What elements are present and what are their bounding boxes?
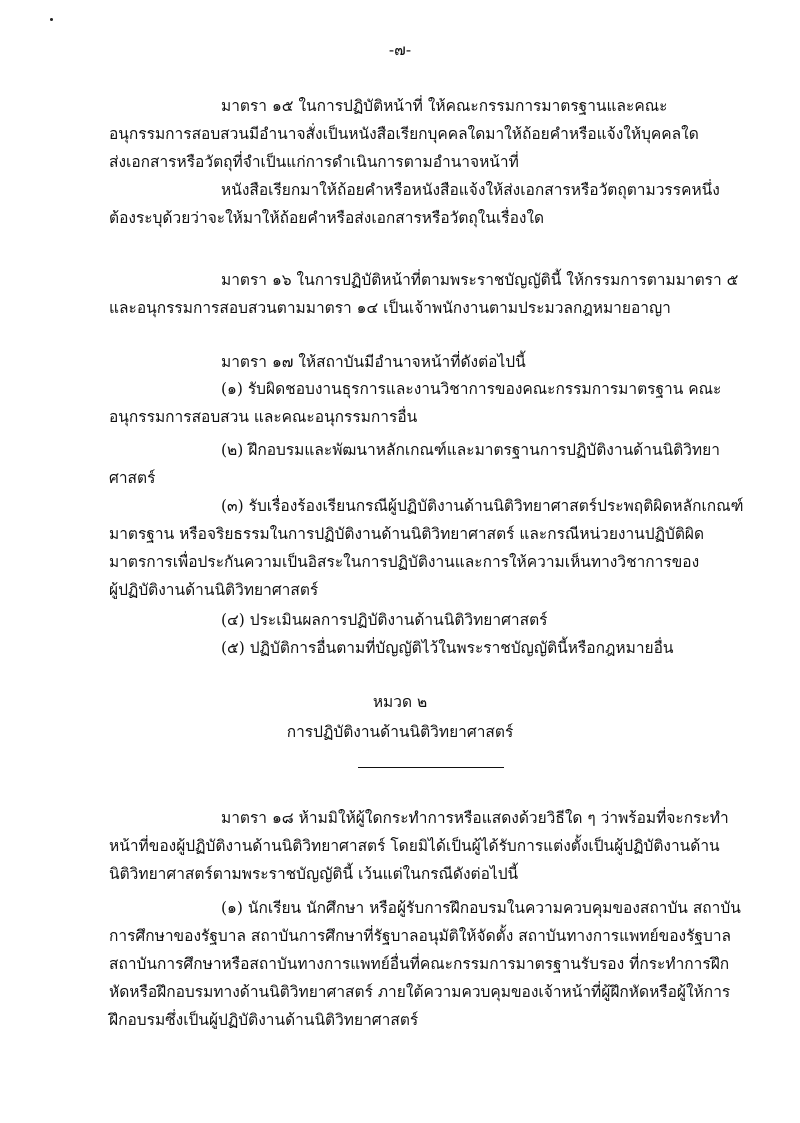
section-15-para-2-line-1: หนังสือเรียกมาให้ถ้อยคำหรือหนังสือแจ้งให้ส่งเอกสารหรือวัตถุตามวรรคหนึ่ง [221, 181, 720, 199]
section-17-item-2-line-1: (๒) ฝึกอบรมและพัฒนาหลักเกณฑ์และมาตรฐานการปฏิบัติงานด้านนิติวิทยา [221, 441, 720, 459]
section-17-item-3-line-3: มาตรการเพื่อประกันความเป็นอิสระในการปฏิบัติงานและการให้ความเห็นทางวิชาการของ [109, 553, 700, 571]
section-18-item-1-line-3: สถาบันการศึกษาหรือสถาบันทางการแพทย์อื่นที่คณะกรรมการมาตรฐานรับรอง ที่กระทำการฝึก [109, 955, 730, 973]
section-18-item-1-line-2: การศึกษาของรัฐบาล สถาบันการศึกษาที่รัฐบาลอนุมัติให้จัดตั้ง สถาบันทางการแพทย์ของรัฐบาล [109, 927, 732, 945]
section-17-item-1-line-2: อนุกรรมการสอบสวน และคณะอนุกรรมการอื่น [109, 408, 418, 426]
section-18-item-1-line-1: (๑) นักเรียน นักศึกษา หรือผู้รับการฝึกอบรมในความควบคุมของสถาบัน สถาบัน [221, 899, 741, 917]
section-17-item-2-line-2: ศาสตร์ [109, 469, 156, 487]
section-17-item-4: (๔) ประเมินผลการปฏิบัติงานด้านนิติวิทยาศาสตร์ [221, 611, 548, 629]
section-17-item-3-line-4: ผู้ปฏิบัติงานด้านนิติวิทยาศาสตร์ [109, 581, 319, 599]
section-18-line-3: นิติวิทยาศาสตร์ตามพระราชบัญญัตินี้ เว้นแต่ในกรณีดังต่อไปนี้ [109, 865, 519, 883]
chapter-title: การปฏิบัติงานด้านนิติวิทยาศาสตร์ [286, 723, 514, 741]
section-17-item-3-line-1: (๓) รับเรื่องร้องเรียนกรณีผู้ปฏิบัติงานด้านนิติวิทยาศาสตร์ประพฤติผิดหลักเกณฑ์ [221, 497, 744, 515]
section-18-line-1: มาตรา ๑๘ ห้ามมิให้ผู้ใดกระทำการหรือแสดงด้วยวิธีใด ๆ ว่าพร้อมที่จะกระทำ [221, 809, 729, 827]
section-18-item-1-line-4: หัดหรือฝึกอบรมทางด้านนิติวิทยาศาสตร์ ภายใต้ความควบคุมของเจ้าหน้าที่ผู้ฝึกหัดหรือผู้ให้การ [109, 983, 731, 1001]
chapter-divider [358, 767, 504, 768]
section-18-item-1-line-5: ฝึกอบรมซึ่งเป็นผู้ปฏิบัติงานด้านนิติวิทยาศาสตร์ [109, 1011, 419, 1029]
section-17-intro: มาตรา ๑๗ ให้สถาบันมีอำนาจหน้าที่ดังต่อไปนี้ [221, 353, 526, 371]
section-17-item-3-line-2: มาตรฐาน หรือจริยธรรมในการปฏิบัติงานด้านนิติวิทยาศาสตร์ และกรณีหน่วยงานปฏิบัติผิด [109, 525, 705, 543]
section-16-line-1: มาตรา ๑๖ ในการปฏิบัติหน้าที่ตามพระราชบัญญัตินี้ ให้กรรมการตามมาตรา ๕ [221, 271, 739, 289]
section-15-line-2: อนุกรรมการสอบสวนมีอำนาจสั่งเป็นหนังสือเรียกบุคคลใดมาให้ถ้อยคำหรือแจ้งให้บุคคลใด [109, 125, 699, 143]
section-15-line-1: มาตรา ๑๕ ในการปฏิบัติหน้าที่ ให้คณะกรรมการมาตรฐานและคณะ [221, 97, 668, 115]
section-16-line-2: และอนุกรรมการสอบสวนตามมาตรา ๑๔ เป็นเจ้าพนักงานตามประมวลกฎหมายอาญา [109, 299, 671, 317]
section-17-item-1-line-1: (๑) รับผิดชอบงานธุรการและงานวิชาการของคณะกรรมการมาตรฐาน คณะ [221, 380, 722, 398]
section-17-item-5: (๕) ปฏิบัติการอื่นตามที่บัญญัติไว้ในพระราชบัญญัตินี้หรือกฎหมายอื่น [221, 639, 674, 657]
chapter-number: หมวด ๒ [372, 693, 428, 711]
section-15-para-2-line-2: ต้องระบุด้วยว่าจะให้มาให้ถ้อยคำหรือส่งเอกสารหรือวัตถุในเรื่องใด [109, 209, 545, 227]
page-number: -๗- [388, 41, 412, 59]
section-15-line-3: ส่งเอกสารหรือวัตถุที่จำเป็นแก่การดำเนินการตามอำนาจหน้าที่ [109, 153, 519, 171]
scan-mark [50, 18, 53, 21]
section-18-line-2: หน้าที่ของผู้ปฏิบัติงานด้านนิติวิทยาศาสตร์ โดยมิได้เป็นผู้ได้รับการแต่งตั้งเป็นผู้ปฏิบัติงานด้าน [109, 837, 720, 855]
